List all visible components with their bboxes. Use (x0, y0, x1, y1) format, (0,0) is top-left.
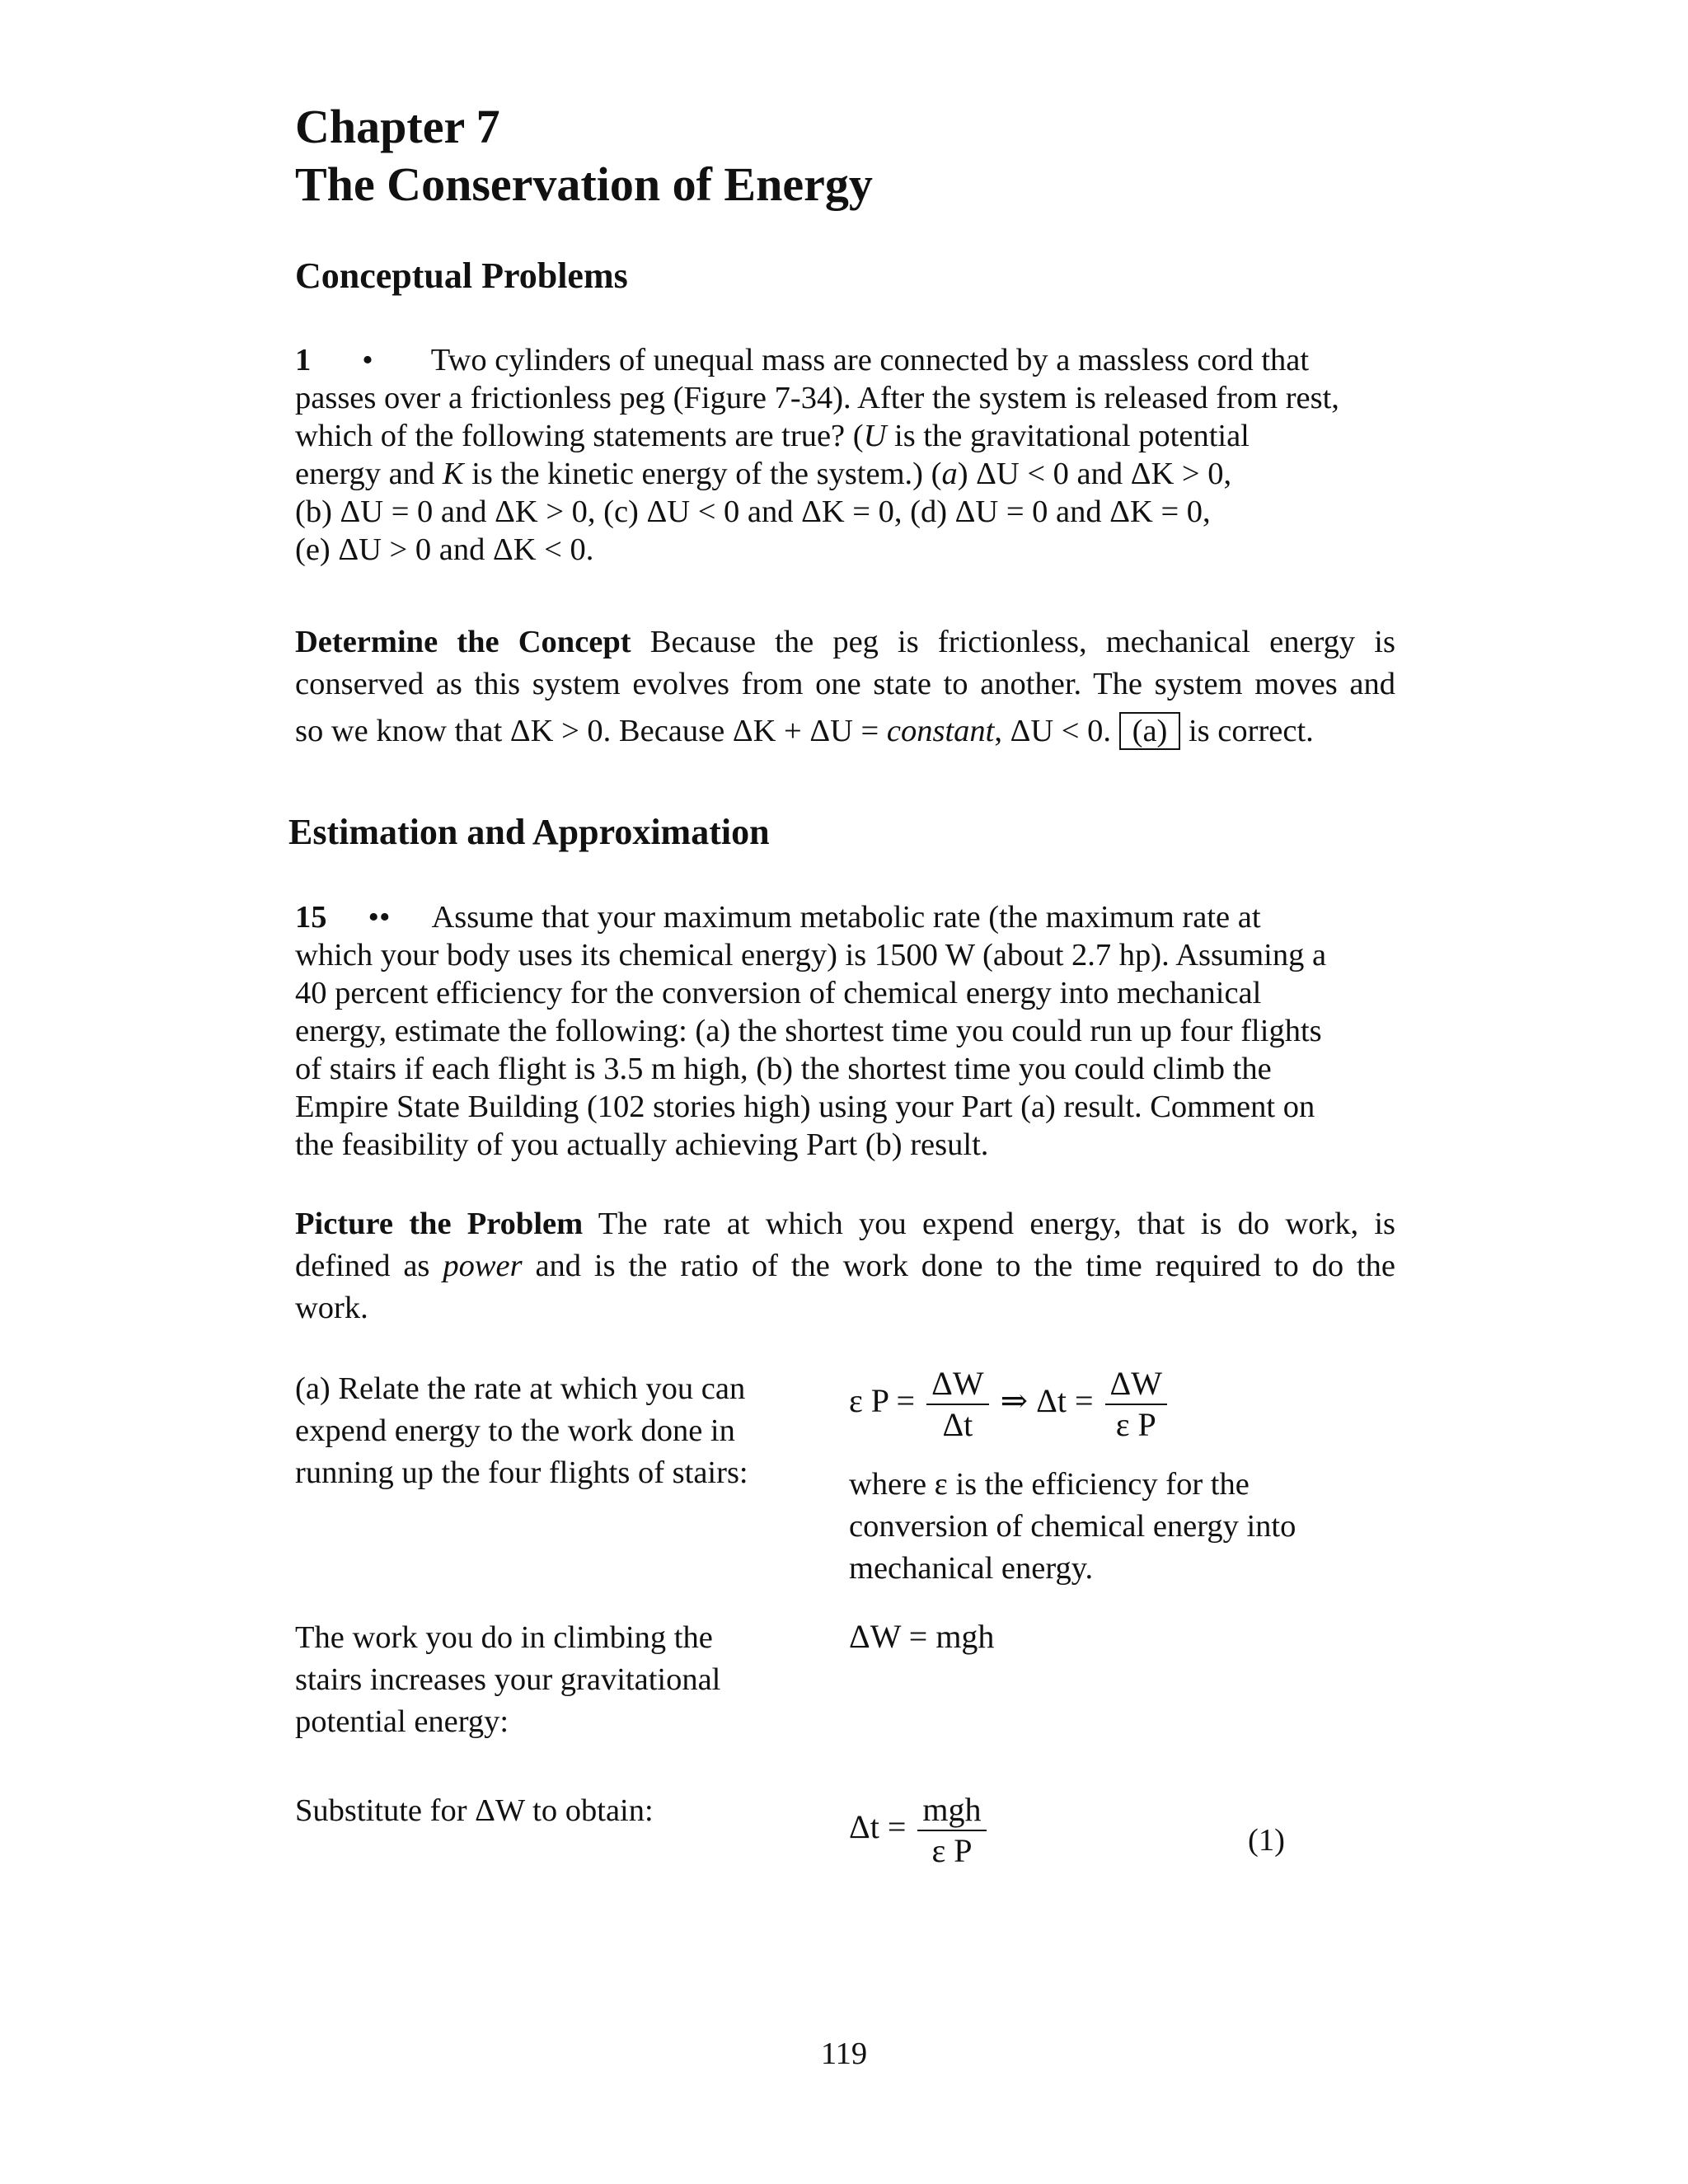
chapter-number: Chapter 7 (295, 100, 500, 153)
equation-note (849, 1464, 1296, 1590)
variable: a (941, 457, 958, 491)
difficulty-marker: •• (368, 900, 391, 935)
text-span: is the gravitational potential (886, 419, 1250, 453)
fraction (1105, 1364, 1167, 1445)
equation-time (849, 1790, 990, 1871)
solution-1 (295, 621, 1395, 752)
solution-line (295, 710, 1395, 752)
eq-lhs: ε P = (849, 1382, 916, 1420)
variable: U (863, 419, 887, 453)
numerator: ΔW (1109, 1365, 1163, 1402)
text-span: Because the peg is frictionless, mechanical energy is (649, 625, 1395, 659)
page-number: 119 (820, 2036, 868, 2071)
problem-1-line: (b) ΔU = 0 and ΔK > 0, (c) ΔU < 0 and ΔK = 0, (d) ΔU = 0 and ΔK = 0, (295, 494, 1211, 529)
eq-arrow: ⇒ Δt = (1000, 1382, 1094, 1420)
answer-box: (a) (1119, 712, 1181, 750)
text-span: is correct. (1188, 714, 1314, 748)
section-heading-conceptual: Conceptual Problems (295, 255, 628, 296)
step-work-description (295, 1617, 806, 1743)
text-span: and is the ratio of the work done to the time required to do the (522, 1249, 1396, 1283)
problem-1-line (295, 455, 1395, 493)
equation-work: ΔW = mgh (849, 1618, 995, 1655)
picture-label: Picture the Problem (295, 1207, 584, 1241)
picture-line: work. (295, 1291, 368, 1325)
solution-line (295, 621, 1395, 663)
problem-1 (295, 341, 1395, 569)
step-substitute-description: Substitute for ΔW to obtain: (295, 1793, 654, 1828)
text-span: is the kinetic energy of the system.) ( (463, 457, 942, 491)
note-line: conversion of chemical energy into (849, 1509, 1296, 1544)
step-line: (a) Relate the rate at which you can (295, 1371, 746, 1406)
note-line: mechanical energy. (849, 1551, 1094, 1586)
step-line: stairs increases your gravitational (295, 1662, 721, 1697)
denominator: ε P (917, 1830, 986, 1871)
text-span: so we know that ΔK > 0. Because ΔK + ΔU = (295, 714, 887, 748)
problem-15-line: the feasibility of you actually achieving Part (b) result. (295, 1127, 989, 1162)
problem-1-line: passes over a frictionless peg (Figure 7-34). After the system is released from rest, (295, 381, 1339, 415)
text-span: which of the following statements are true? ( (295, 419, 864, 453)
equation-tag: (1) (1248, 1823, 1285, 1858)
problem-number: 1 (295, 343, 312, 377)
text-span: energy and (295, 457, 443, 491)
problem-15-line: of stairs if each flight is 3.5 m high, (b) the shortest time you could climb the (295, 1052, 1272, 1086)
step-line: expend energy to the work done in (295, 1413, 735, 1448)
problem-15-line: which your body uses its chemical energy) is 1500 W (about 2.7 hp). Assuming a (295, 938, 1327, 972)
solution-line: conserved as this system evolves from one state to another. The system moves and (295, 667, 1395, 701)
picture-line (295, 1245, 1395, 1287)
problem-1-line (295, 417, 1395, 455)
fraction (917, 1790, 986, 1871)
problem-text: Assume that your maximum metabolic rate (the maximum rate at (431, 900, 1261, 935)
numerator: mgh (922, 1791, 982, 1828)
note-line: where ε is the efficiency for the (849, 1467, 1250, 1502)
chapter-title: The Conservation of Energy (295, 157, 873, 211)
problem-15-line: Empire State Building (102 stories high) using your Part (a) result. Comment on (295, 1090, 1315, 1124)
denominator: Δt (926, 1404, 988, 1445)
problem-number: 15 (295, 900, 327, 935)
picture-line (295, 1203, 1395, 1245)
problem-15 (295, 898, 1395, 1164)
problem-15-line: 40 percent efficiency for the conversion of chemical energy into mechanical (295, 976, 1262, 1010)
picture-the-problem (295, 1203, 1395, 1329)
problem-1-line: (e) ΔU > 0 and ΔK < 0. (295, 532, 594, 567)
step-line: The work you do in climbing the (295, 1620, 713, 1655)
text-span: ) ΔU < 0 and ΔK > 0, (957, 457, 1232, 491)
variable: K (442, 457, 464, 491)
text-span: , ΔU < 0. (994, 714, 1111, 748)
problem-1-line (295, 341, 1395, 379)
problem-text: Two cylinders of unequal mass are connected by a massless cord that (430, 343, 1310, 377)
text-span: defined as (295, 1249, 443, 1283)
section-heading-estimation: Estimation and Approximation (288, 812, 770, 852)
text-span: The rate at which you expend energy, that is do work, is (598, 1207, 1395, 1241)
denominator: ε P (1105, 1404, 1167, 1445)
problem-15-line (295, 898, 1395, 936)
variable: constant (886, 714, 995, 748)
fraction (926, 1364, 988, 1445)
difficulty-marker: • (362, 343, 373, 377)
term: power (443, 1249, 523, 1283)
step-line: running up the four flights of stairs: (295, 1455, 748, 1490)
step-a-description (295, 1368, 806, 1494)
numerator: ΔW (931, 1365, 984, 1402)
problem-15-line: energy, estimate the following: (a) the shortest time you could run up four flights (295, 1014, 1322, 1048)
step-line: potential energy: (295, 1704, 509, 1739)
solution-label: Determine the Concept (295, 625, 631, 659)
equation-power (849, 1364, 1170, 1445)
eq-lhs: Δt = (849, 1808, 907, 1846)
